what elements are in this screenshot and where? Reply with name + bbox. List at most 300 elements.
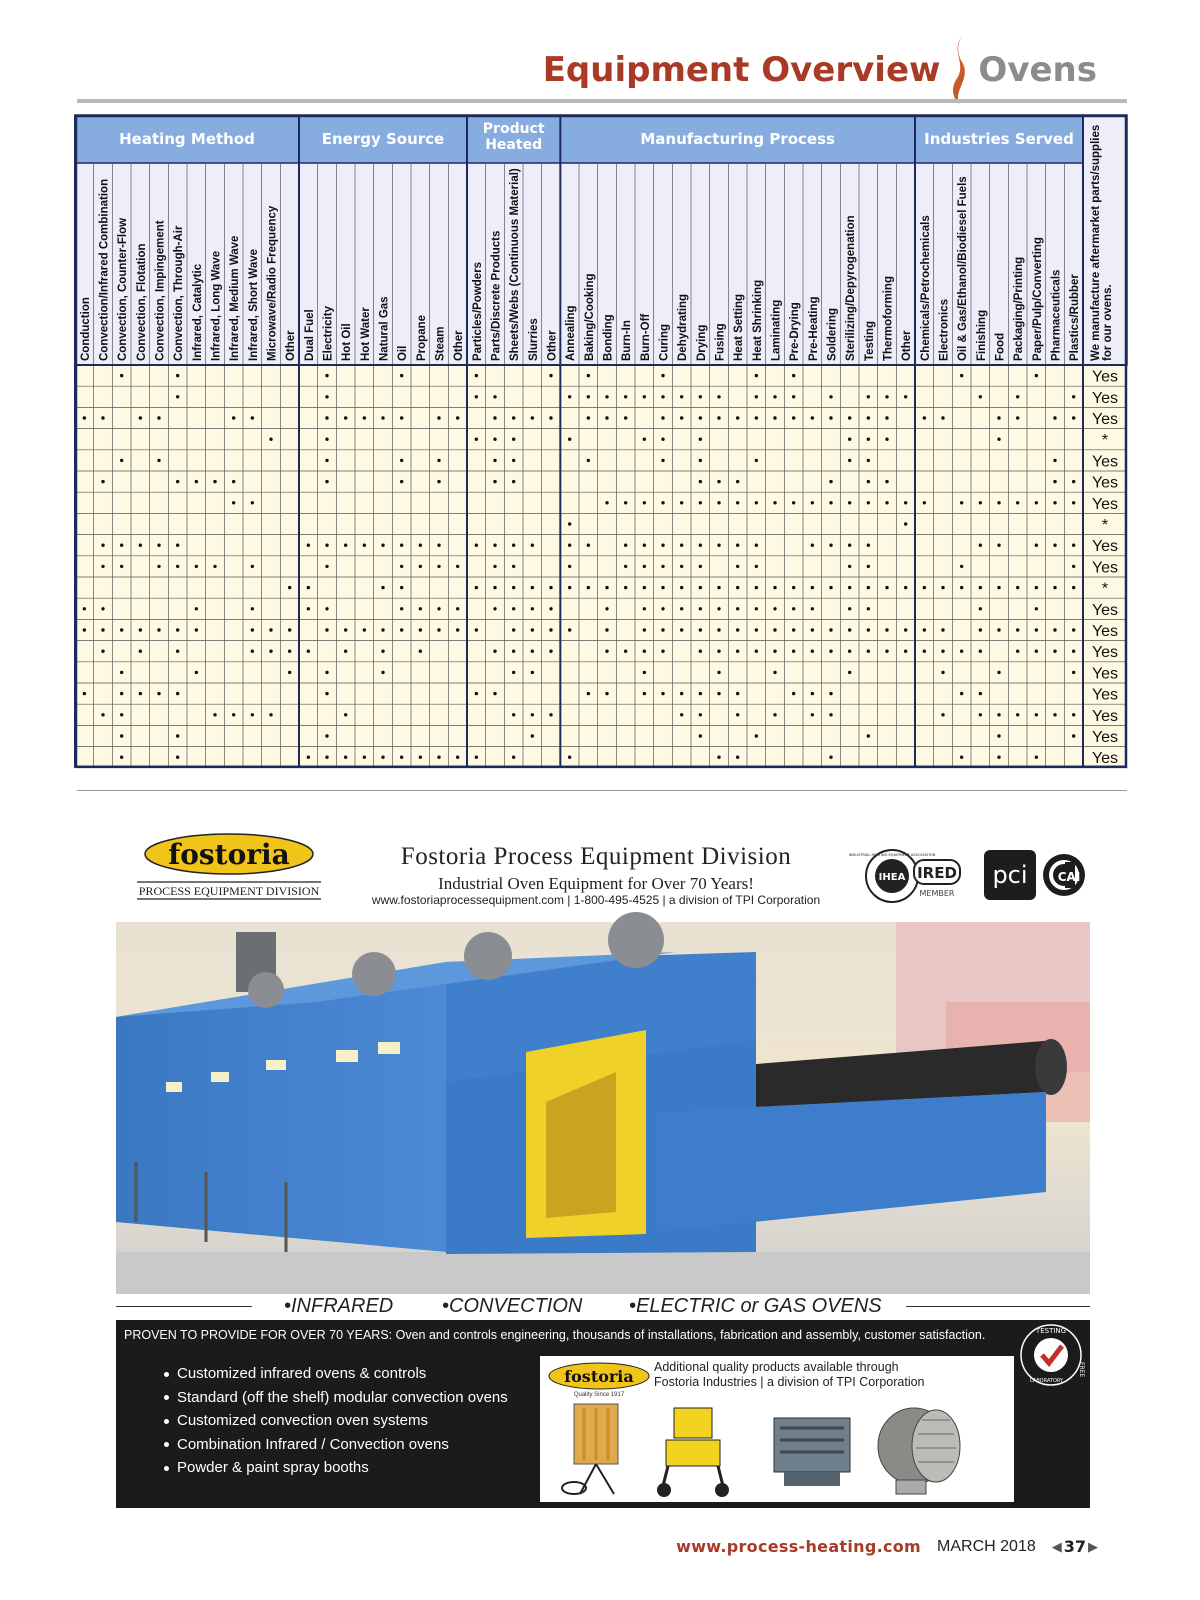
table-dot [493, 395, 496, 398]
table-dot [176, 756, 179, 759]
table-dot [867, 650, 870, 653]
table-dot [288, 628, 291, 631]
table-dot [120, 756, 123, 759]
table-dot [661, 607, 664, 610]
table-dot [643, 395, 646, 398]
table-dot [829, 692, 832, 695]
table-dot [176, 480, 179, 483]
table-dot [437, 756, 440, 759]
table-dot [624, 501, 627, 504]
column-header: Steam [434, 326, 447, 361]
table-dot [773, 586, 776, 589]
table-dot [363, 756, 366, 759]
table-dot [1035, 586, 1038, 589]
table-dot [755, 501, 758, 504]
page-footer [676, 1537, 1100, 1556]
table-dot [1053, 650, 1056, 653]
table-dot [680, 628, 683, 631]
table-dot [493, 438, 496, 441]
table-dot [587, 374, 590, 377]
table-dot [1072, 565, 1075, 568]
table-dot [699, 438, 702, 441]
table-dot [1016, 628, 1019, 631]
footer-date: MARCH 2018 [937, 1537, 1036, 1555]
table-dot [512, 480, 515, 483]
column-header: Convection, Through-Air [173, 225, 186, 361]
table-dot [456, 628, 459, 631]
table-dot [736, 480, 739, 483]
table-dot [325, 565, 328, 568]
table-dot [195, 480, 198, 483]
table-dot [643, 628, 646, 631]
column-header: Burn-Off [639, 313, 652, 361]
table-dot [139, 692, 142, 695]
table-dot [661, 565, 664, 568]
table-dot [755, 586, 758, 589]
table-dot [829, 544, 832, 547]
column-header: Electronics [938, 299, 951, 361]
table-dot [363, 628, 366, 631]
column-header: Food [994, 332, 1007, 361]
table-dot [1072, 544, 1075, 547]
section-title: Ovens [978, 50, 1097, 90]
table-dot [83, 692, 86, 695]
aftermarket-value: Yes [1091, 644, 1119, 662]
table-dot [717, 756, 720, 759]
table-dot [344, 628, 347, 631]
table-dot [960, 501, 963, 504]
table-bottom-rule [77, 790, 1127, 791]
table-dot [699, 607, 702, 610]
table-dot [381, 586, 384, 589]
table-dot [400, 565, 403, 568]
table-dot [624, 544, 627, 547]
table-dot [475, 756, 478, 759]
swoosh-logo-icon [946, 34, 972, 106]
table-dot [717, 395, 720, 398]
table-dot [120, 544, 123, 547]
table-dot [549, 607, 552, 610]
table-dot [475, 544, 478, 547]
table-dot [419, 607, 422, 610]
list-item: Customized convection oven systems [164, 1409, 508, 1433]
table-dot [288, 650, 291, 653]
table-dot [475, 395, 478, 398]
table-dot [512, 544, 515, 547]
table-dot [1072, 395, 1075, 398]
table-dot [605, 692, 608, 695]
table-dot [997, 756, 1000, 759]
table-dot [325, 544, 328, 547]
table-dot [1035, 628, 1038, 631]
aftermarket-value: * [1101, 432, 1109, 450]
column-header: Packaging/Printing [1013, 256, 1026, 361]
column-header: Curing [658, 323, 671, 361]
table-dot [400, 607, 403, 610]
table-dot [848, 671, 851, 674]
column-header: Thermoforming [882, 276, 895, 361]
table-dot [587, 692, 590, 695]
table-dot [717, 692, 720, 695]
page-number: 37 [1063, 1537, 1086, 1556]
table-dot [867, 459, 870, 462]
table-dot [512, 459, 515, 462]
table-dot [363, 544, 366, 547]
table-dot [1035, 374, 1038, 377]
table-dot [699, 650, 702, 653]
table-dot [251, 501, 254, 504]
table-dot [979, 395, 982, 398]
table-dot [979, 713, 982, 716]
table-dot [1072, 650, 1075, 653]
aftermarket-value: Yes [1091, 389, 1119, 407]
table-dot [120, 692, 123, 695]
aftermarket-value: Yes [1091, 750, 1119, 768]
table-dot [941, 416, 944, 419]
table-dot [549, 713, 552, 716]
table-dot [419, 756, 422, 759]
table-dot [792, 692, 795, 695]
table-dot [680, 416, 683, 419]
table-dot [419, 565, 422, 568]
table-dot [699, 480, 702, 483]
svg-text:fostoria: fostoria [564, 1367, 634, 1386]
column-header: Microwave/Radio Frequency [266, 205, 279, 361]
table-dot [325, 671, 328, 674]
table-dot [736, 628, 739, 631]
table-dot [867, 501, 870, 504]
table-dot [699, 586, 702, 589]
table-dot [1053, 459, 1056, 462]
table-dot [475, 586, 478, 589]
table-dot [512, 756, 515, 759]
table-dot [176, 544, 179, 547]
table-dot [344, 544, 347, 547]
table-dot [699, 628, 702, 631]
table-dot [269, 713, 272, 716]
table-dot [251, 650, 254, 653]
column-header: Heat Setting [733, 293, 746, 361]
table-dot [624, 565, 627, 568]
table-dot [717, 501, 720, 504]
table-dot [997, 438, 1000, 441]
table-dot [176, 692, 179, 695]
table-dot [848, 501, 851, 504]
additional-products-box [540, 1356, 1014, 1502]
table-dot [1016, 713, 1019, 716]
table-dot [979, 650, 982, 653]
aftermarket-value: * [1101, 580, 1109, 598]
table-dot [549, 650, 552, 653]
aftermarket-value: Yes [1091, 729, 1119, 746]
table-dot [680, 544, 683, 547]
page-left-arrow-icon: ◀ [1051, 1538, 1062, 1554]
table-dot [1016, 416, 1019, 419]
table-dot [587, 395, 590, 398]
table-dot [867, 480, 870, 483]
table-dot [736, 501, 739, 504]
table-dot [848, 586, 851, 589]
table-dot [773, 628, 776, 631]
aftermarket-value: Yes [1091, 707, 1119, 725]
table-dot [120, 565, 123, 568]
aftermarket-value: Yes [1091, 411, 1119, 428]
table-dot [885, 416, 888, 419]
aftermarket-value: Yes [1091, 538, 1119, 556]
table-dot [475, 628, 478, 631]
table-dot [325, 480, 328, 483]
oven-type-electric-gas: •ELECTRIC or GAS OVENS [629, 1295, 882, 1317]
table-dot [288, 586, 291, 589]
aftermarket-value: Yes [1091, 453, 1119, 471]
table-dot [736, 713, 739, 716]
table-dot [811, 501, 814, 504]
column-header: Baking/Cooking [583, 273, 596, 361]
table-dot [811, 650, 814, 653]
table-dot [456, 416, 459, 419]
table-dot [736, 416, 739, 419]
table-dot [885, 395, 888, 398]
table-dot [829, 586, 832, 589]
table-dot [699, 459, 702, 462]
table-dot [717, 650, 720, 653]
column-header: Hot Oil [341, 323, 354, 361]
table-dot [176, 565, 179, 568]
table-dot [997, 628, 1000, 631]
table-dot [400, 416, 403, 419]
table-dot [1016, 395, 1019, 398]
table-dot [867, 395, 870, 398]
table-dot [792, 586, 795, 589]
table-dot [941, 671, 944, 674]
table-dot [325, 438, 328, 441]
column-header: Natural Gas [378, 296, 391, 361]
table-dot [680, 565, 683, 568]
table-dot [904, 501, 907, 504]
table-dot [493, 607, 496, 610]
column-header: Dehydrating [677, 293, 690, 361]
table-dot [699, 416, 702, 419]
table-dot [997, 734, 1000, 737]
table-dot [661, 395, 664, 398]
table-dot [979, 586, 982, 589]
table-dot [680, 395, 683, 398]
table-dot [755, 607, 758, 610]
footer-url[interactable]: www.process-heating.com [676, 1537, 922, 1556]
table-dot [811, 692, 814, 695]
table-dot [101, 544, 104, 547]
table-dot [512, 628, 515, 631]
table-dot [1035, 607, 1038, 610]
table-dot [979, 544, 982, 547]
table-dot [661, 438, 664, 441]
list-item: Customized infrared ovens & controls [164, 1362, 508, 1386]
ad-feature-panel [116, 1320, 1090, 1508]
table-dot [475, 692, 478, 695]
table-dot [605, 650, 608, 653]
table-dot [325, 395, 328, 398]
aftermarket-value: Yes [1091, 623, 1119, 640]
table-dot [1053, 416, 1056, 419]
table-dot [792, 395, 795, 398]
table-dot [773, 713, 776, 716]
table-dot [643, 671, 646, 674]
table-dot [139, 628, 142, 631]
table-dot [717, 480, 720, 483]
table-dot [867, 607, 870, 610]
table-dot [381, 544, 384, 547]
table-dot [867, 544, 870, 547]
table-dot [605, 416, 608, 419]
column-header: Sheets/Webs (Continuous Material) [509, 168, 522, 361]
table-dot [792, 650, 795, 653]
table-dot [848, 650, 851, 653]
table-dot [717, 586, 720, 589]
table-dot [661, 416, 664, 419]
table-dot [960, 650, 963, 653]
pci-text: pci [992, 861, 1028, 889]
table-dot [400, 586, 403, 589]
table-dot [251, 628, 254, 631]
oven-types-strip [116, 1294, 1090, 1320]
column-header: Fusing [714, 323, 727, 361]
column-header: Electricity [322, 306, 335, 361]
table-dot [792, 628, 795, 631]
column-header: Bonding [602, 314, 615, 361]
table-dot [120, 713, 123, 716]
table-dot [531, 671, 534, 674]
table-dot [232, 501, 235, 504]
table-dot [325, 628, 328, 631]
table-dot [848, 628, 851, 631]
badge-right-text: FREE [1078, 1362, 1085, 1378]
table-dot [419, 628, 422, 631]
aftermarket-value: Yes [1091, 665, 1119, 683]
table-dot [344, 416, 347, 419]
table-dot [531, 734, 534, 737]
column-header: Convection, Flotation [135, 243, 148, 361]
table-dot [997, 544, 1000, 547]
column-header: Chemicals/Petrochemicals [919, 215, 932, 361]
table-dot [979, 501, 982, 504]
table-dot [811, 607, 814, 610]
table-dot [381, 756, 384, 759]
table-dot [717, 416, 720, 419]
table-dot [1053, 713, 1056, 716]
table-dot [101, 607, 104, 610]
column-header: Laminating [770, 299, 783, 361]
table-dot [717, 671, 720, 674]
aftermarket-value: Yes [1091, 368, 1119, 386]
column-header: Conduction [79, 297, 92, 361]
table-dot [755, 395, 758, 398]
table-dot [493, 586, 496, 589]
table-dot [213, 480, 216, 483]
svg-text:Quality Since 1917: Quality Since 1917 [573, 1392, 625, 1398]
table-dot [512, 713, 515, 716]
table-dot [1035, 756, 1038, 759]
table-dot [531, 416, 534, 419]
page-right-arrow-icon: ▶ [1088, 1538, 1098, 1554]
table-dot [101, 713, 104, 716]
table-dot [736, 607, 739, 610]
table-dot [512, 565, 515, 568]
table-dot [829, 756, 832, 759]
table-dot [605, 628, 608, 631]
table-dot [568, 395, 571, 398]
table-dot [325, 756, 328, 759]
page-header [543, 40, 1097, 100]
table-dot [437, 416, 440, 419]
table-dot [493, 650, 496, 653]
table-dot [717, 544, 720, 547]
table-dot [867, 416, 870, 419]
table-dot [101, 480, 104, 483]
table-dot [885, 628, 888, 631]
column-header: Slurries [527, 318, 540, 361]
table-dot [531, 586, 534, 589]
table-dot [456, 756, 459, 759]
fostoria-small-logo [544, 1360, 654, 1400]
table-dot [904, 522, 907, 525]
cai-text: CAI [1057, 870, 1081, 884]
table-dot [157, 544, 160, 547]
table-dot [493, 544, 496, 547]
table-dot [363, 416, 366, 419]
table-dot [1072, 628, 1075, 631]
column-header: Convection/Infrared Combination [98, 178, 111, 361]
column-header: Oil [397, 345, 410, 361]
table-dot [960, 565, 963, 568]
table-dot [923, 416, 926, 419]
table-dot [773, 395, 776, 398]
table-dot [661, 459, 664, 462]
table-dot [419, 650, 422, 653]
table-dot [680, 692, 683, 695]
table-dot [941, 650, 944, 653]
table-dot [848, 565, 851, 568]
fostoria-logo-subtitle: PROCESS EQUIPMENT DIVISION [138, 884, 320, 898]
table-dot [848, 438, 851, 441]
table-dot [867, 565, 870, 568]
portable-heater-icon [657, 1408, 729, 1497]
table-dot [923, 501, 926, 504]
table-dot [811, 416, 814, 419]
table-dot [773, 671, 776, 674]
table-dot [680, 607, 683, 610]
column-header: Pre-Heating [807, 296, 820, 361]
column-header: Convection, Counter-Flow [117, 217, 130, 361]
table-dot [381, 416, 384, 419]
table-dot [997, 501, 1000, 504]
table-dot [157, 565, 160, 568]
table-dot [139, 650, 142, 653]
table-dot [605, 395, 608, 398]
column-header: Hot Water [359, 307, 372, 361]
table-dot [232, 480, 235, 483]
table-dot [325, 374, 328, 377]
ired-text: IRED [917, 864, 957, 882]
table-dot [512, 650, 515, 653]
table-dot [325, 692, 328, 695]
table-dot [755, 628, 758, 631]
table-dot [549, 586, 552, 589]
table-dot [755, 459, 758, 462]
table-dot [979, 628, 982, 631]
aftermarket-column-header: We manufacture aftermarket parts/supplies [1090, 124, 1102, 361]
ad-subtitle: Industrial Oven Equipment for Over 70 Years! [438, 874, 754, 893]
oven-type-infrared: •INFRARED [284, 1295, 394, 1317]
